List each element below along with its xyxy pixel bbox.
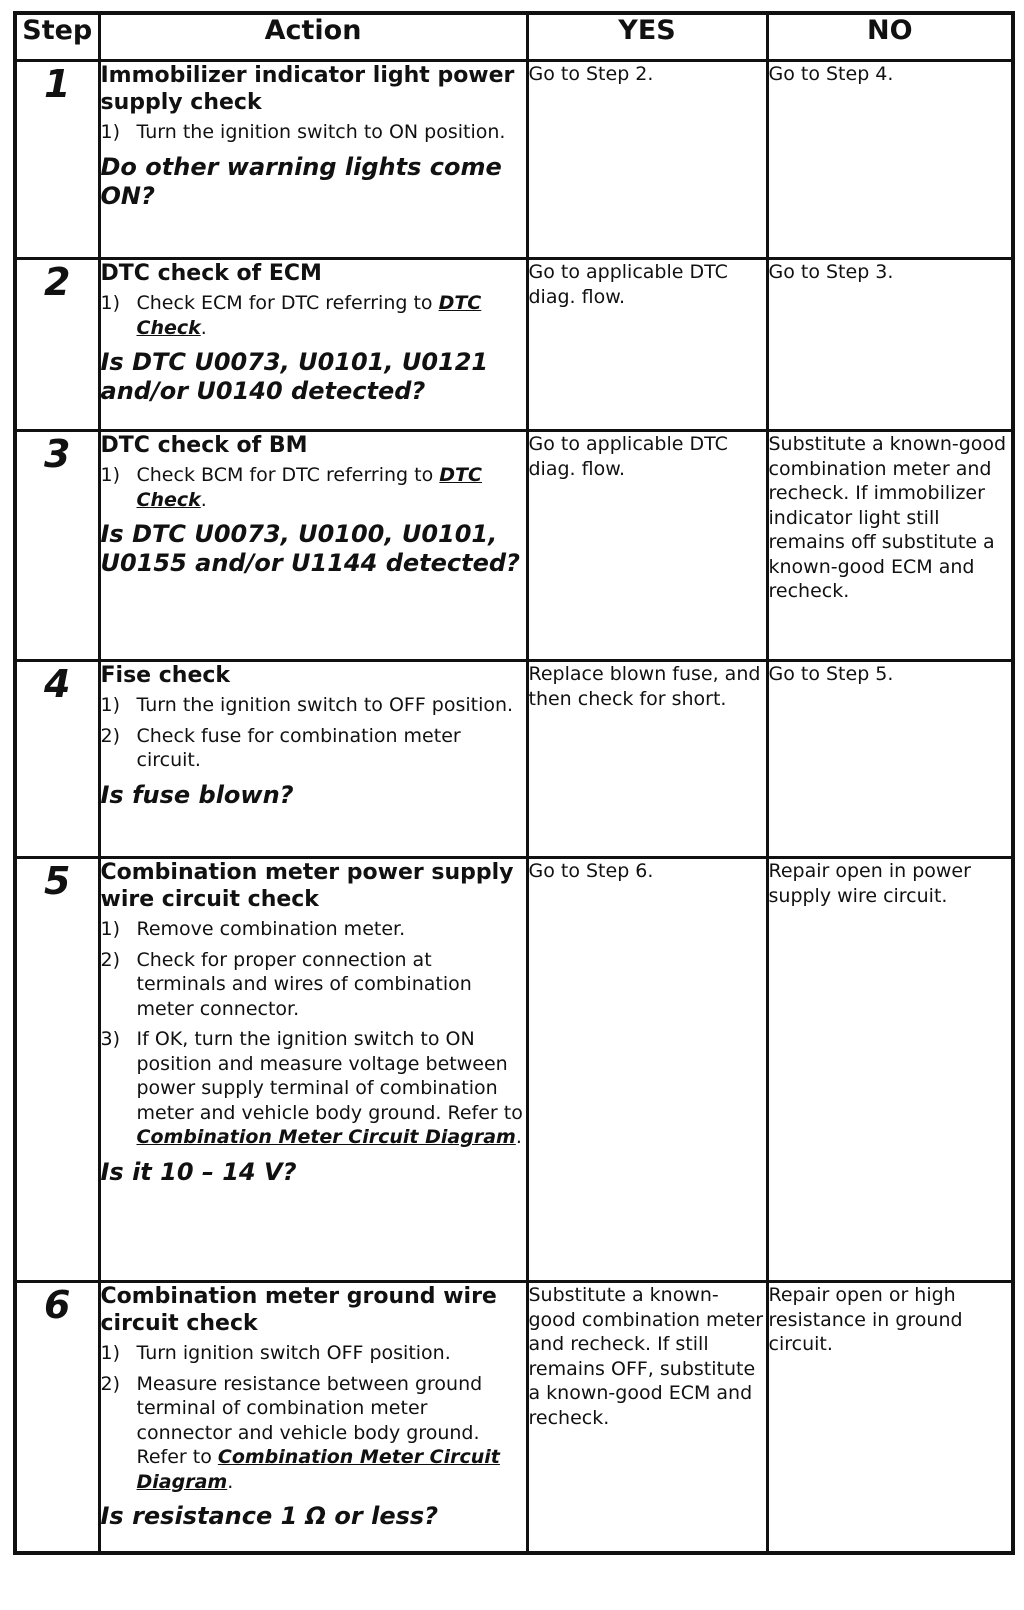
step-text-after-ref: . (200, 316, 207, 339)
action-step-number: 1) (100, 464, 121, 486)
action-step (101, 1027, 526, 1150)
action-step-number: 1) (100, 292, 121, 314)
action-cell (99, 61, 527, 259)
table-row (15, 431, 1013, 661)
reference-link[interactable]: Combination Meter Circuit Diagram (136, 1126, 516, 1148)
action-step-text: Remove combination meter. (136, 918, 406, 940)
action-question: Do other warning lights come ON? (100, 152, 502, 210)
action-step-text (137, 463, 526, 512)
action-steps (101, 463, 526, 512)
action-title: Combination meter ground wire circuit check (100, 1284, 497, 1336)
step-number: 5 (15, 858, 99, 1282)
action-step (101, 1372, 526, 1495)
action-steps (101, 1341, 526, 1494)
header-no: NO (767, 13, 1013, 61)
header-action: Action (99, 13, 527, 61)
yes-result: Go to Step 6. (527, 858, 767, 1282)
reference-link[interactable]: Combination Meter Circuit Diagram (136, 1446, 500, 1493)
reference-link[interactable]: DTC Check (136, 292, 482, 339)
action-title: DTC check of ECM (100, 261, 322, 286)
action-step-text (137, 1372, 526, 1495)
action-cell (99, 1282, 527, 1553)
action-steps (101, 120, 526, 145)
action-steps (101, 291, 526, 340)
action-cell (99, 661, 527, 858)
action-step (101, 917, 526, 942)
header-yes: YES (527, 13, 767, 61)
action-step (101, 463, 526, 512)
yes-result: Go to Step 2. (527, 61, 767, 259)
action-title: Combination meter power supply wire circuit check (100, 860, 514, 912)
action-step-text: Check fuse for combination meter circuit. (136, 724, 461, 771)
no-result: Repair open or high resistance in ground circuit. (767, 1282, 1013, 1553)
step-number: 4 (15, 661, 99, 858)
action-step (101, 724, 526, 773)
no-result: Go to Step 4. (767, 61, 1013, 259)
action-step-text: Check for proper connection at terminals and wires of combination meter connector. (136, 948, 472, 1020)
action-title: DTC check of BM (100, 433, 308, 458)
step-number: 6 (15, 1282, 99, 1553)
step-text-before-ref: Measure resistance between ground terminal of combination meter connector and vehicle body ground. Refer to (136, 1372, 483, 1468)
action-question: Is it 10 – 14 V? (100, 1157, 297, 1186)
action-question: Is DTC U0073, U0100, U0101, U0155 and/or U1144 detected? (100, 520, 520, 577)
step-number: 3 (15, 431, 99, 661)
action-steps (101, 693, 526, 773)
step-text-before-ref: Check BCM for DTC referring to (136, 464, 440, 486)
action-step-text: Turn the ignition switch to ON position. (136, 121, 506, 143)
step-text-after-ref: . (200, 488, 207, 511)
no-result: Go to Step 5. (767, 661, 1013, 858)
yes-result: Replace blown fuse, and then check for short. (527, 661, 767, 858)
yes-result: Go to applicable DTC diag. flow. (527, 259, 767, 431)
table-body (15, 61, 1013, 1553)
no-result: Substitute a known-good combination meter and recheck. If immobilizer indicator light still remains off substitute a known-good ECM and recheck. (767, 431, 1013, 661)
header-row (15, 13, 1013, 61)
no-result: Repair open in power supply wire circuit. (767, 858, 1013, 1282)
reference-link[interactable]: DTC Check (136, 464, 482, 511)
action-step-number: 2) (100, 948, 121, 971)
step-text-after-ref: . (227, 1470, 234, 1493)
action-step-number: 1) (100, 918, 121, 940)
diagnosis-table (13, 11, 1015, 1555)
action-step (101, 291, 526, 340)
action-step-text: Turn ignition switch OFF position. (136, 1342, 451, 1364)
no-result: Go to Step 3. (767, 259, 1013, 431)
action-question: Is resistance 1 Ω or less? (100, 1502, 439, 1530)
step-number: 2 (15, 259, 99, 431)
action-step-number: 3) (100, 1028, 121, 1050)
action-cell (99, 858, 527, 1282)
action-step-number: 1) (100, 1342, 121, 1364)
table-row (15, 259, 1013, 431)
action-step (101, 120, 526, 145)
action-step (101, 1341, 526, 1366)
action-cell (99, 431, 527, 661)
action-step-number: 2) (100, 724, 121, 747)
step-text-after-ref: . (515, 1126, 522, 1148)
action-step (101, 948, 526, 1022)
header-step: Step (15, 13, 99, 61)
step-number: 1 (15, 61, 99, 259)
action-title: Immobilizer indicator light power supply check (100, 63, 515, 115)
table-row (15, 858, 1013, 1282)
action-title: Fise check (100, 663, 231, 688)
action-question: Is fuse blown? (100, 780, 294, 809)
action-step-text: Turn the ignition switch to OFF position. (136, 694, 514, 716)
action-step-text (137, 291, 526, 340)
step-text-before-ref: If OK, turn the ignition switch to ON position and measure voltage between power supply terminal of combination meter and vehicle body ground. Refer to (136, 1028, 523, 1124)
table-row (15, 661, 1013, 858)
action-step (101, 693, 526, 718)
table-row (15, 1282, 1013, 1553)
action-step-number: 2) (100, 1372, 121, 1395)
action-question: Is DTC U0073, U0101, U0121 and/or U0140 detected? (100, 348, 489, 405)
action-cell (99, 259, 527, 431)
table-row (15, 61, 1013, 259)
step-text-before-ref: Check ECM for DTC referring to (136, 292, 439, 314)
action-steps (101, 917, 526, 1150)
action-step-number: 1) (100, 121, 121, 143)
yes-result: Go to applicable DTC diag. flow. (527, 431, 767, 661)
action-step-text (137, 1027, 526, 1150)
yes-result: Substitute a known-good combination meter and recheck. If still remains OFF, substitute a known-good ECM and recheck. (527, 1282, 767, 1553)
action-step-number: 1) (100, 694, 121, 716)
